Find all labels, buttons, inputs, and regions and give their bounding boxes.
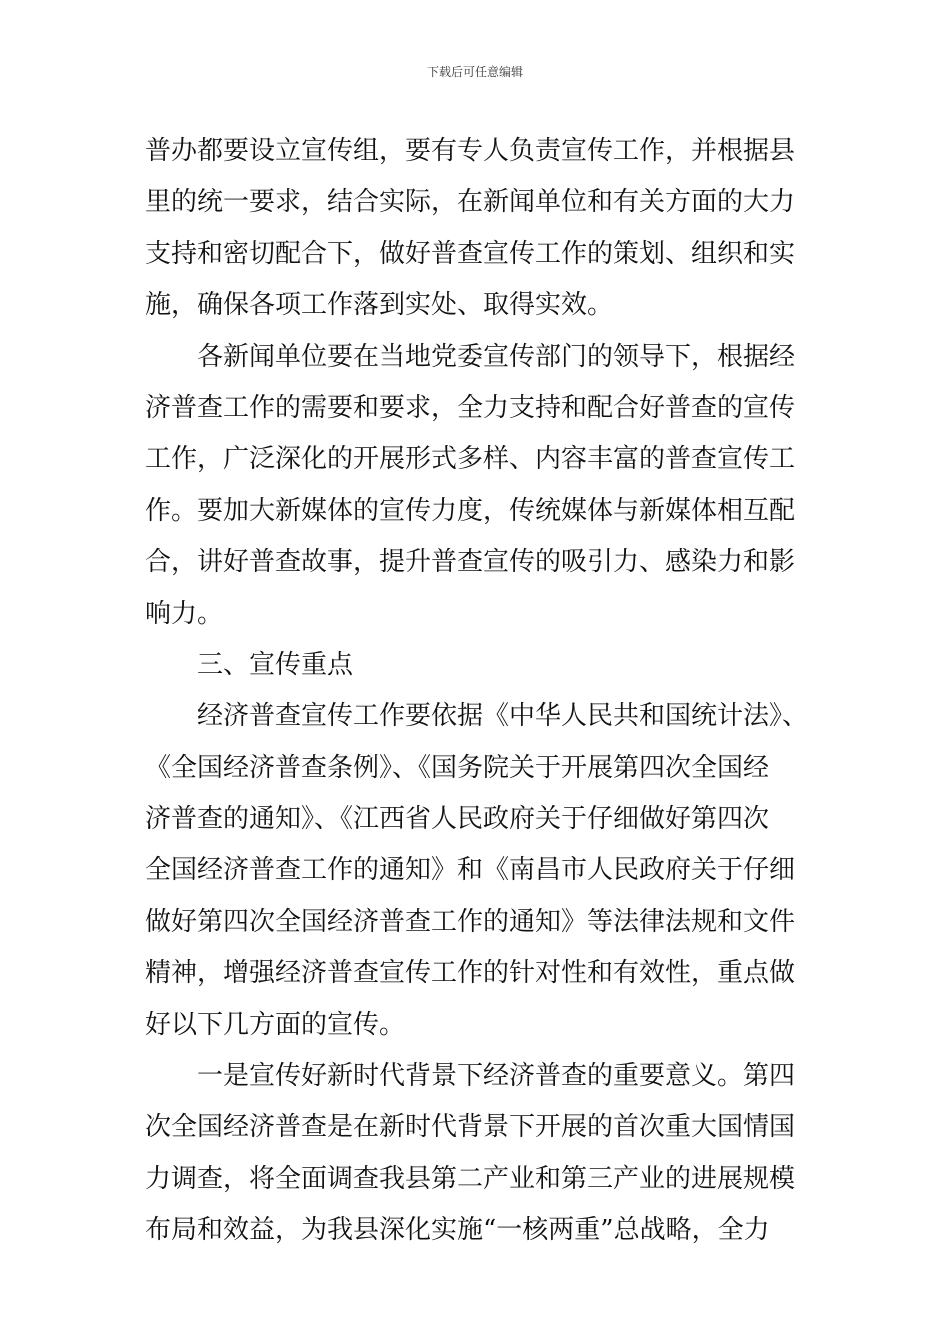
text-line: 响力。 bbox=[145, 598, 224, 629]
text-line: 做好第四次全国经济普查工作的通知》等法律法规和文件 bbox=[145, 906, 796, 937]
document-body bbox=[145, 126, 825, 1257]
text-line: 普办都要设立宣传组，要有专人负责宣传工作，并根据县 bbox=[145, 136, 796, 166]
text-line: 精神，增强经济普查宣传工作的针对性和有效性，重点做 bbox=[145, 958, 796, 989]
text-line: 作。要加大新媒体的宣传力度，传统媒体与新媒体相互配 bbox=[145, 495, 796, 526]
text-line: 经济普查宣传工作要依据《中华人民共和国统计法》、 bbox=[197, 701, 809, 732]
text-line: 工作，广泛深化的开展形式多样、内容丰富的普查宣传工 bbox=[145, 444, 796, 475]
text-line: 力调查，将全面调查我县第二产业和第三产业的进展规模 bbox=[145, 1163, 796, 1194]
text-line: 布局和效益，为我县深化实施“一核两重”总战略，全力 bbox=[145, 1215, 770, 1246]
text-line: 施，确保各项工作落到实处、取得实效。 bbox=[145, 290, 614, 321]
text-line: 济普查的通知》、《江西省人民政府关于仔细做好第四次 bbox=[145, 804, 770, 835]
text-line: 次全国经济普查是在新时代背景下开展的首次重大国情国 bbox=[145, 1112, 796, 1143]
text-line: 各新闻单位要在当地党委宣传部门的领导下，根据经 bbox=[197, 341, 796, 372]
text-line: 支持和密切配合下，做好普查宣传工作的策划、组织和实 bbox=[145, 238, 796, 269]
text-line: 全国经济普查工作的通知》和《南昌市人民政府关于仔细 bbox=[145, 855, 796, 886]
text-line: 一是宣传好新时代背景下经济普查的重要意义。第四 bbox=[197, 1061, 796, 1092]
text-line: 好以下几方面的宣传。 bbox=[145, 1009, 406, 1040]
text-line: 《全国经济普查条例》、《国务院关于开展第四次全国经 bbox=[145, 752, 770, 783]
text-line: 里的统一要求，结合实际，在新闻单位和有关方面的大力 bbox=[145, 187, 796, 218]
text-line: 三、宣传重点 bbox=[197, 649, 354, 680]
text-line: 合，讲好普查故事，提升普查宣传的吸引力、感染力和影 bbox=[145, 547, 796, 578]
page-header-note: 下载后可任意编辑 bbox=[426, 65, 523, 79]
text-line: 济普查工作的需要和要求，全力支持和配合好普查的宣传 bbox=[145, 392, 796, 423]
